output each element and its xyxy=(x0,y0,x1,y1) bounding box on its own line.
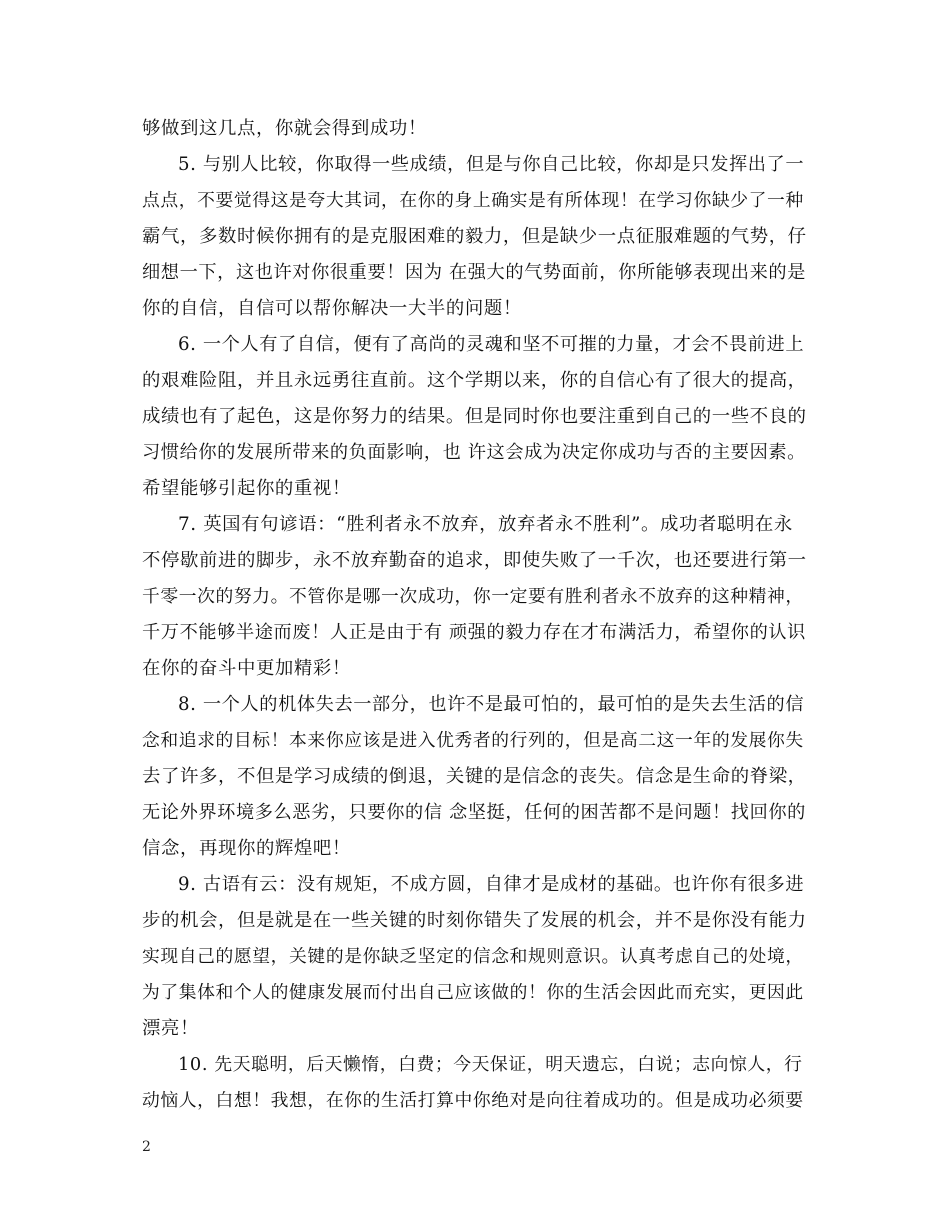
text-line: 漂亮！ xyxy=(142,1018,199,1039)
text-line: 的艰难险阻，并且永远勇往直前。这个学期以来，你的自信心有了很大的提高， xyxy=(142,370,807,391)
text-line: 千零一次的努力。不管你是哪一次成功，你一定要有胜利者永不放弃的这种精神， xyxy=(142,586,804,607)
text-line: 步的机会，但是就是在一些关键的时刻你错失了发展的机会，并不是你没有能力 xyxy=(142,910,807,931)
text-line: 实现自己的愿望，关键的是你缺乏坚定的信念和规则意识。认真考虑自己的处境， xyxy=(142,946,804,967)
text-line: 霸气，多数时候你拥有的是克服困难的毅力，但是缺少一点征服难题的气势，仔 xyxy=(142,226,807,247)
text-line: 习惯给你的发展所带来的负面影响，也 许这会成为决定你成功与否的主要因素。 xyxy=(142,442,806,463)
text-line: 够做到这几点，你就会得到成功！ xyxy=(142,118,427,139)
paragraph-5-line: 5. 与别人比较，你取得一些成绩，但是与你自己比较，你却是只发挥出了一 xyxy=(178,154,805,175)
text-line: 为了集体和个人的健康发展而付出自己应该做的！你的生活会因此而充实，更因此 xyxy=(142,982,804,1003)
text-line: 动恼人，白想！我想，在你的生活打算中你绝对是向往着成功的。但是成功必须要 xyxy=(142,1090,804,1111)
paragraph-10-line: 10. 先天聪明，后天懒惰，白费；今天保证，明天遗忘，白说；志向惊人，行 xyxy=(178,1054,803,1075)
text-line: 去了许多，不但是学习成绩的倒退，关键的是信念的丧失。信念是生命的脊梁， xyxy=(142,766,807,787)
text-line: 点点，不要觉得这是夸大其词，在你的身上确实是有所体现！在学习你缺少了一种 xyxy=(142,190,804,211)
page-number: 2 xyxy=(142,1139,151,1155)
text-line: 不停歇前进的脚步，永不放弃勤奋的追求，即使失败了一千次，也还要进行第一 xyxy=(142,550,807,571)
text-line: 在你的奋斗中更加精彩！ xyxy=(142,658,351,679)
paragraph-6-line: 6. 一个人有了自信，便有了高尚的灵魂和坚不可摧的力量，才会不畏前进上 xyxy=(178,334,805,355)
text-line: 你的自信，自信可以帮你解决一大半的问题！ xyxy=(142,298,522,319)
text-line: 无论外界环境多么恶劣，只要你的信 念坚挺，任何的困苦都不是问题！找回你的 xyxy=(142,802,806,823)
text-line: 信念，再现你的辉煌吧！ xyxy=(142,838,351,859)
text-line: 细想一下，这也许对你很重要！因为 在强大的气势面前，你所能够表现出来的是 xyxy=(142,262,806,283)
paragraph-9-line: 9. 古语有云：没有规矩，不成方圆，自律才是成材的基础。也许你有很多进 xyxy=(178,874,805,895)
text-line: 念和追求的目标！本来你应该是进入优秀者的行列的，但是高二这一年的发展你失 xyxy=(142,730,804,751)
text-line: 千万不能够半途而废！人正是由于有 顽强的毅力存在才布满活力，希望你的认识 xyxy=(142,622,806,643)
paragraph-8-line: 8. 一个人的机体失去一部分，也许不是最可怕的，最可怕的是失去生活的信 xyxy=(178,694,805,715)
text-line: 希望能够引起你的重视！ xyxy=(142,478,351,499)
paragraph-7-line: 7. 英国有句谚语：“胜利者永不放弃，放弃者永不胜利”。成功者聪明在永 xyxy=(178,514,793,535)
text-line: 成绩也有了起色，这是你努力的结果。但是同时你也要注重到自己的一些不良的 xyxy=(142,406,807,427)
